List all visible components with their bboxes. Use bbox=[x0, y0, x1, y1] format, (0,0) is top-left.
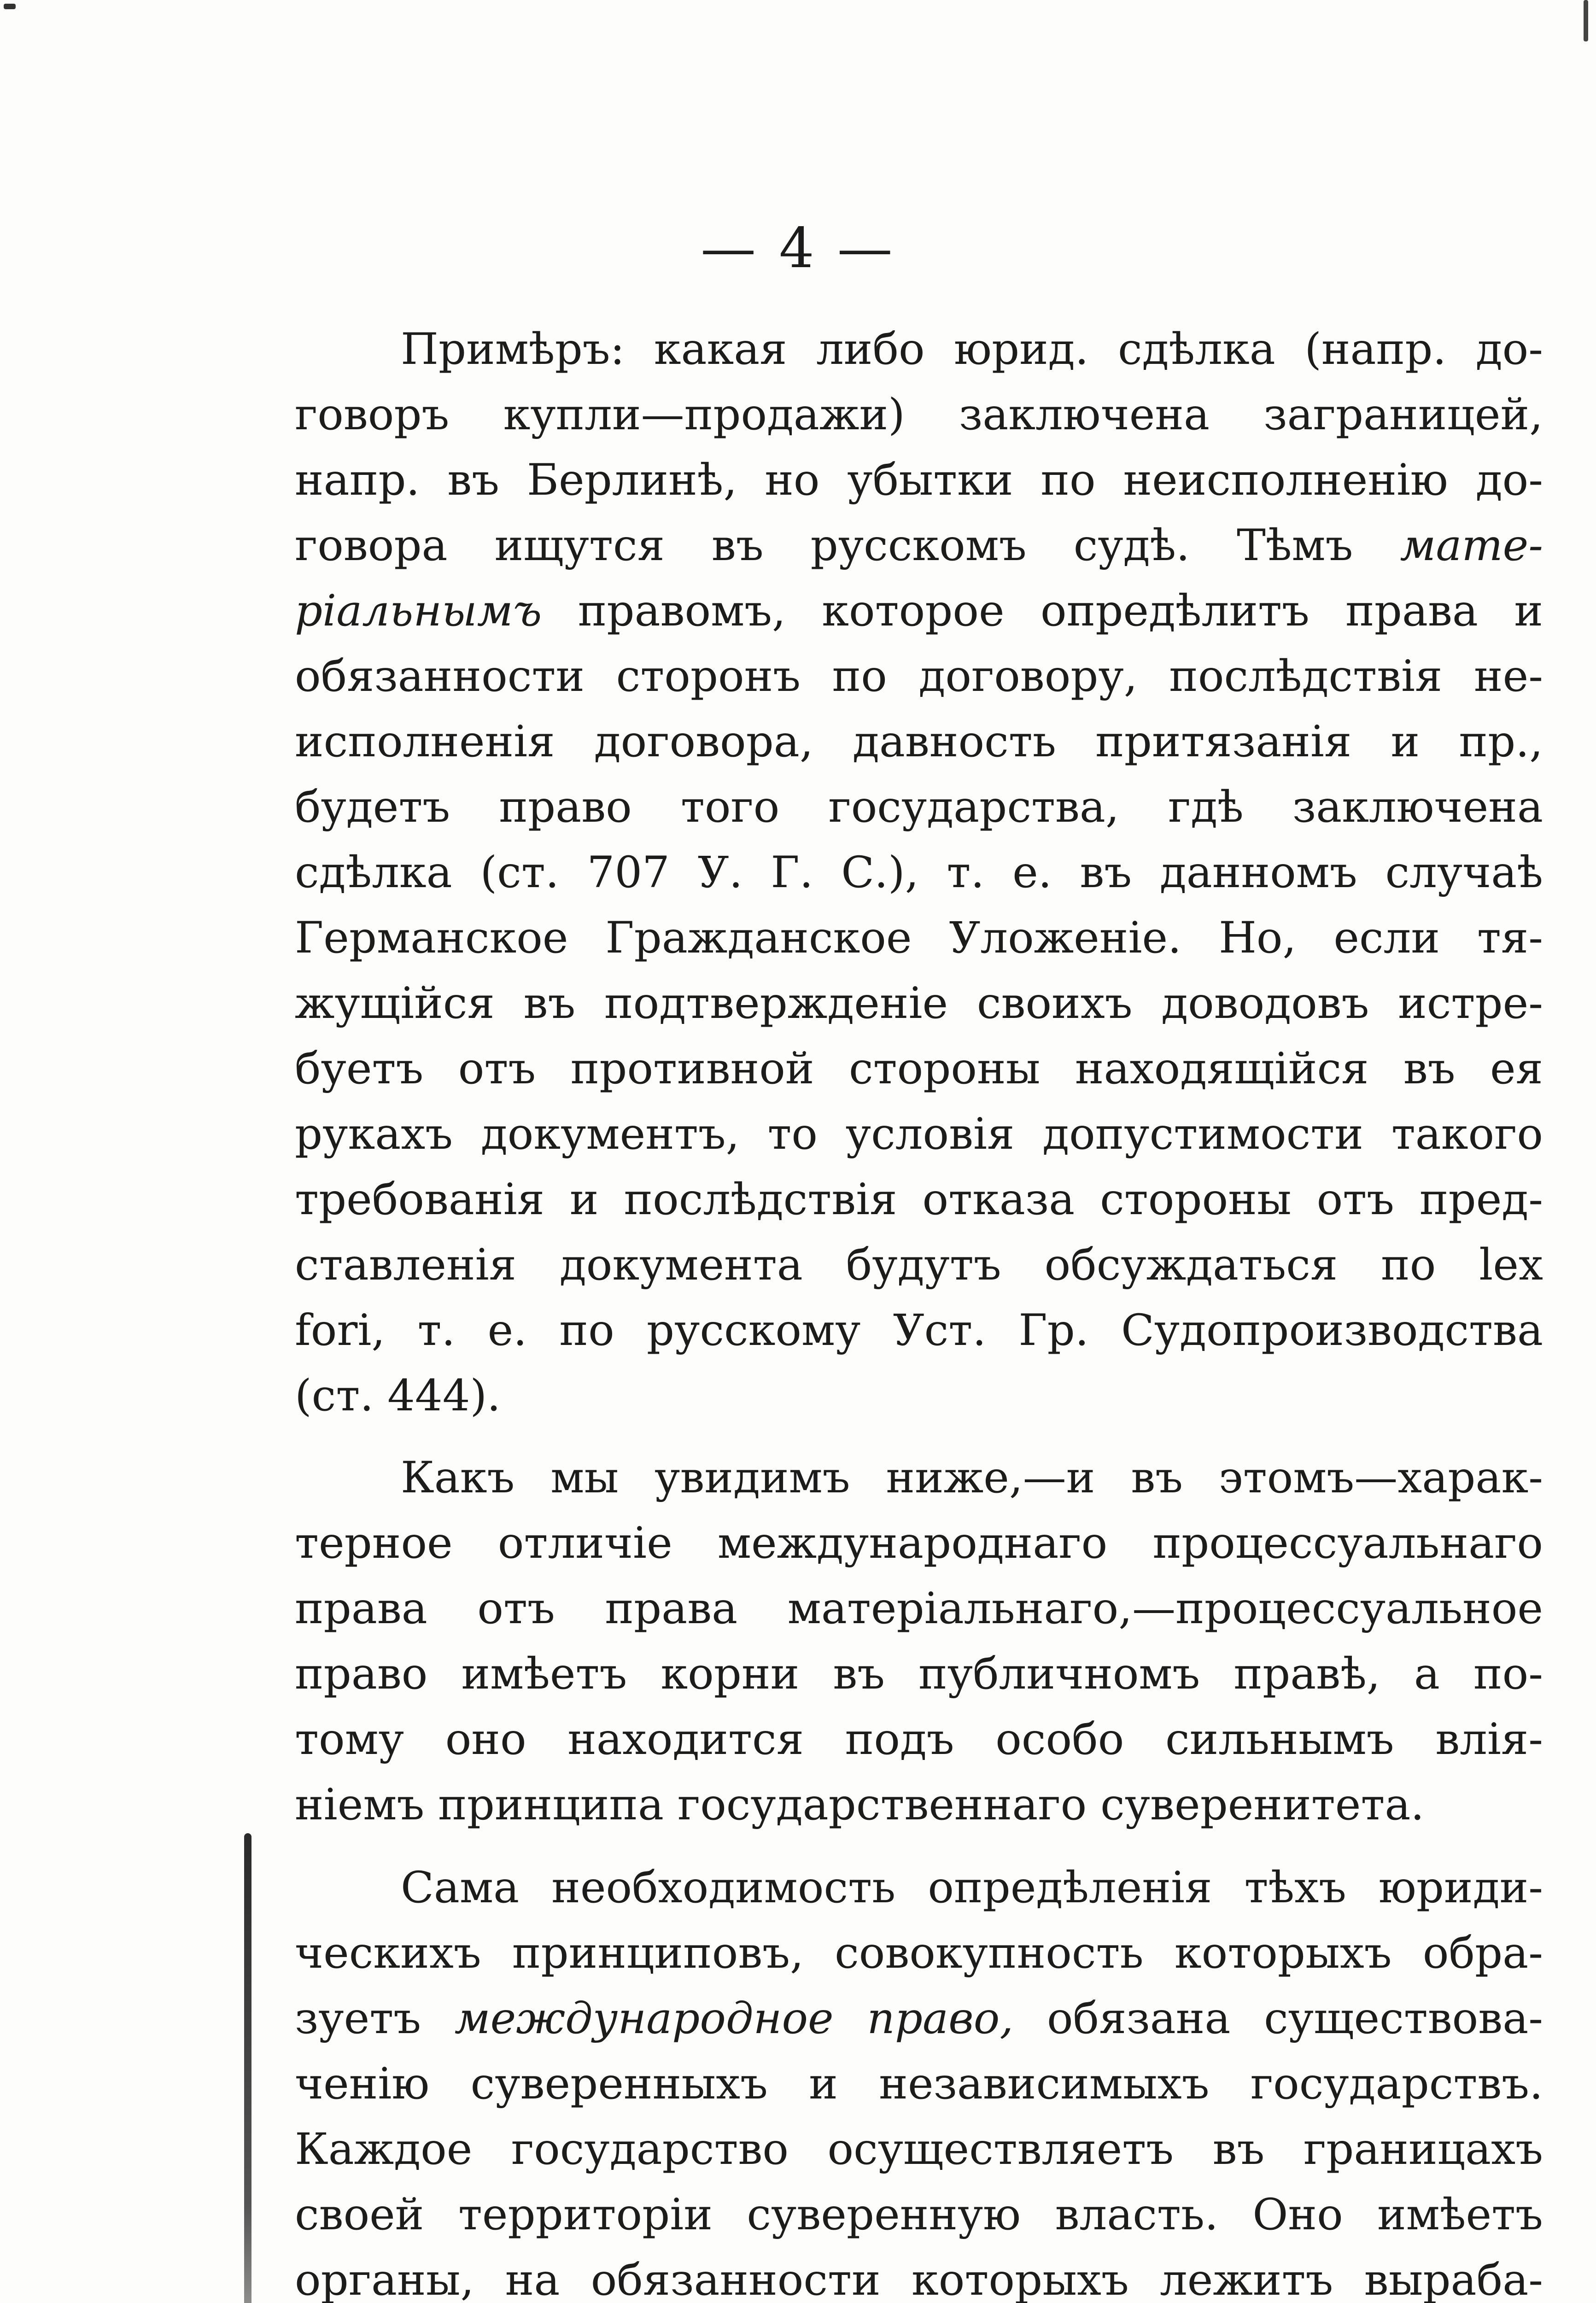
text-segment: зуетъ bbox=[295, 1993, 421, 2044]
text-line: ческихъ принциповъ, совокупность которыхъ обра- bbox=[295, 1928, 1543, 1978]
text-line: обязанности сторонъ по договору, послѣдствія не- bbox=[295, 651, 1543, 701]
text-line: будетъ право того государства, гдѣ заключена bbox=[295, 782, 1543, 832]
text-line: право имѣетъ корни въ публичномъ правѣ, а по- bbox=[295, 1649, 1543, 1699]
text-line: говоръ купли—продажи) заключена заграницей, bbox=[295, 390, 1543, 440]
text-line: своей территоріи суверенную власть. Оно имѣетъ bbox=[295, 2190, 1543, 2240]
text-line bbox=[295, 579, 1543, 643]
text-line: тому оно находится подъ особо сильнымъ влія- bbox=[295, 1714, 1543, 1765]
text-line: Примѣръ: какая либо юрид. сдѣлка (напр. до- bbox=[401, 324, 1543, 374]
text-line: fori, т. е. по русскому Уст. Гр. Судопроизводства bbox=[295, 1305, 1543, 1356]
text-line: буетъ отъ противной стороны находящійся въ ея bbox=[295, 1044, 1543, 1094]
text-line: ніемъ принципа государственнаго суверенитета. bbox=[295, 1780, 1425, 1830]
text-line: Каждое государство осуществляетъ въ границахъ bbox=[295, 2124, 1543, 2174]
text-line: рукахъ документъ, то условія допустимости такого bbox=[295, 1109, 1543, 1159]
text-line: (ст. 444). bbox=[295, 1371, 501, 1421]
text-line: напр. въ Берлинѣ, но убытки по неисполненію до- bbox=[295, 455, 1543, 505]
page-number: — 4 — bbox=[701, 216, 895, 281]
text-line bbox=[295, 1987, 1543, 2051]
italic-term: международное право, bbox=[454, 1993, 1014, 2044]
text-line: терное отличіе международнаго процессуальнаго bbox=[295, 1518, 1543, 1568]
text-segment: обязана существова- bbox=[1046, 1993, 1543, 2044]
text-segment: правомъ, которое опредѣлитъ права и bbox=[578, 586, 1543, 636]
text-line: ставленія документа будутъ обсуждаться по lex bbox=[295, 1240, 1543, 1290]
text-line: требованія и послѣдствія отказа стороны отъ пред- bbox=[295, 1175, 1543, 1225]
text-line: жущійся въ подтвержденіе своихъ доводовъ истре- bbox=[295, 978, 1543, 1029]
text-line: Какъ мы увидимъ ниже,—и въ этомъ—харак- bbox=[401, 1453, 1543, 1503]
text-line: права отъ права матеріальнаго,—процессуальное bbox=[295, 1584, 1543, 1634]
text-line: сдѣлка (ст. 707 У. Г. С.), т. е. въ данномъ случаѣ bbox=[295, 848, 1543, 898]
margin-pencil-mark bbox=[244, 1833, 251, 2303]
text-line: Германское Гражданское Уложеніе. Но, если тя- bbox=[295, 913, 1543, 963]
scan-speck bbox=[1584, 0, 1588, 41]
italic-term: ріальнымъ bbox=[295, 586, 542, 636]
text-line: органы, на обязанности которыхъ лежитъ выраба- bbox=[295, 2255, 1543, 2303]
italic-term: мате- bbox=[1400, 520, 1543, 571]
text-line: Сама необходимость опредѣленія тѣхъ юриди- bbox=[401, 1863, 1543, 1913]
text-segment: говора ищутся въ русскомъ судѣ. Тѣмъ bbox=[295, 520, 1353, 571]
text-line bbox=[295, 514, 1543, 578]
text-line: ченію суверенныхъ и независимыхъ государствъ. bbox=[295, 2059, 1543, 2109]
scan-speck bbox=[4, 4, 16, 9]
text-line: исполненія договора, давность притязанія и пр., bbox=[295, 717, 1543, 767]
